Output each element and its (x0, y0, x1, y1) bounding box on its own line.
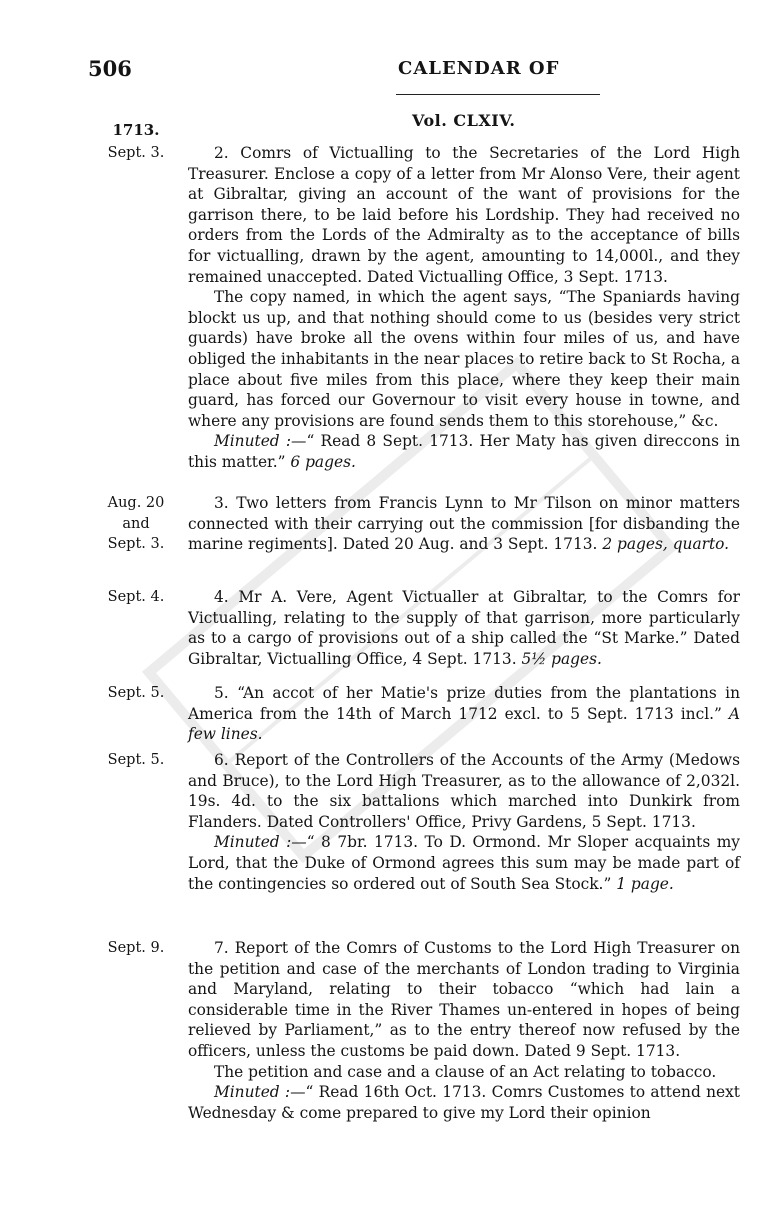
calendar-entry (100, 493, 740, 555)
calendar-entry (100, 938, 740, 1123)
entry-extent: 1 page. (616, 874, 674, 893)
minute-text: “ Read 16th Oct. 1713. Comrs Customes to attend next Wednesday & come prepared to give my Lord their opinion (188, 1083, 740, 1122)
entry-paragraph (188, 587, 740, 669)
year-heading: 1713. (112, 121, 160, 139)
entry-paragraph (188, 683, 740, 745)
entry-text (188, 938, 740, 1123)
entry-paragraph: 6. Report of the Controllers of the Accounts of the Army (Medows and Bruce), to the Lord High Treasurer, as to the allowance of 2,032l. 19s. 4d. to the six battalions which marched into Dunkirk from Flanders. Dated Controllers' Office, Privy Gardens, 5 Sept. 1713. (188, 751, 740, 831)
entry-date: Sept. 4. (107, 589, 165, 605)
calendar-entry (100, 587, 740, 669)
entry-paragraph: The copy named, in which the agent says, “The Spaniards having blockt us up, and that nothing should come to us (besides very strict guards) have broke all the ovens within four miles of us, and have obliged the inhabitants in the near places to retire back to St Rocha, a place about five miles from this place, where they keep their main guard, has forced our Governour to visit every house in towne, and where any provisions are found sends them to this storehouse,” &c. (188, 288, 740, 430)
calendar-entry (100, 121, 741, 473)
minute-text: “ 8 7br. 1713. To D. Ormond. Mr Sloper acquaints my Lord, that the Duke of Ormond agrees this sum may be made part of the contingencies so ordered out of South Sea Stock.” (188, 833, 740, 893)
calendar-entry (100, 750, 740, 894)
minute-text: “ Read 8 Sept. 1713. Her Maty has given direccons in this matter.” (188, 432, 741, 471)
volume-heading: Vol. CLXIV. (412, 111, 516, 130)
entry-extent: 2 pages, quarto. (602, 535, 730, 554)
entry-paragraph: 2. Comrs of Victualling to the Secretaries of the Lord High Treasurer. Enclose a copy of a letter from Mr Alonso Vere, their agent at Gibraltar, giving an account of the want of provisions for the garrison there, to be laid before his Lordship. They had received no orders from the Lords of the Admiralty as to the acceptance of bills for victualling, drawn by the agent, amounting to 14,000l., and they remained unaccepted. Dated Victualling Office, 3 Sept. 1713. (188, 144, 740, 286)
calendar-entry (100, 683, 740, 745)
entry-extent: 6 pages. (290, 452, 356, 471)
page-number: 506 (88, 56, 132, 81)
entry-paragraph: The petition and case and a clause of an Act relating to tobacco. (214, 1062, 717, 1081)
header-rule (396, 94, 600, 95)
minute-label: Minuted :— (214, 833, 307, 852)
entry-date: Sept. 9. (107, 940, 165, 956)
entry-text (188, 143, 740, 473)
entry-text (188, 587, 740, 669)
minute-label: Minuted :— (214, 1083, 306, 1102)
page-header (88, 56, 608, 86)
entry-extent: A few lines. (188, 704, 740, 744)
entry-minute (188, 1082, 740, 1123)
entry-paragraph (188, 493, 740, 555)
entry-minute (188, 832, 740, 894)
paragraph-text: 4. Mr A. Vere, Agent Victualler at Gibraltar, to the Comrs for Victualling, relating to the supply of that garrison, more particularly as to a cargo of provisions out of a ship called the “St Marke.” Dated Gibraltar, Victualling Office, 4 Sept. 1713. (188, 588, 740, 668)
minute-label: Minuted :— (214, 432, 307, 451)
entry-extent: 5½ pages. (521, 649, 602, 668)
entry-date: Aug. 20 and Sept. 3. (107, 495, 165, 553)
paragraph-text: 5. “An accot of her Matie's prize duties from the plantations in America from the 14th of March 1712 excl. to 5 Sept. 1713 incl.” (188, 684, 740, 723)
entry-text (188, 493, 740, 555)
entry-minute (188, 431, 740, 472)
running-title: CALENDAR OF (398, 58, 560, 79)
entry-date: Sept. 3. (107, 145, 165, 161)
entry-paragraph: 7. Report of the Comrs of Customs to the Lord High Treasurer on the petition and case of the merchants of London trading to Virginia and Maryland, relating to their tobacco “which had lain a considerable time in the River Thames un-entered in hopes of being relieved by Parliament,” as to the entry thereof now refused by the officers, unless the customs be paid down. Dated 9 Sept. 1713. (188, 939, 740, 1060)
entry-text (188, 683, 740, 745)
entry-date: Sept. 5. (107, 685, 165, 701)
entry-text (188, 750, 740, 894)
entry-date: Sept. 5. (107, 752, 165, 768)
paragraph-text: 3. Two letters from Francis Lynn to Mr Tilson on minor matters connected with their carrying out the commission [for disbanding the marine regiments]. Dated 20 Aug. and 3 Sept. 1713. (188, 494, 740, 554)
